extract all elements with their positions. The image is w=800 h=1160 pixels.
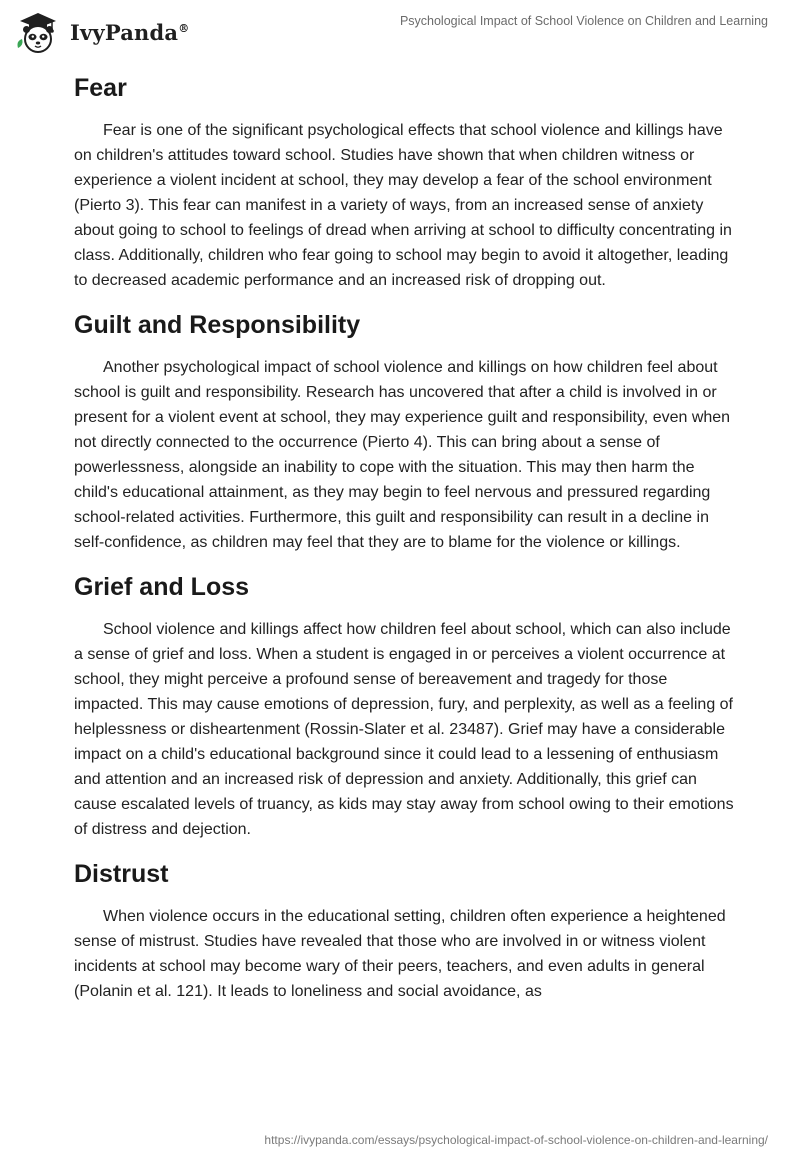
section-fear [74,70,734,293]
source-url-link[interactable]: https://ivypanda.com/essays/psychological-impact-of-school-violence-on-children-and-learning/ [264,1133,768,1147]
brand-logo[interactable] [14,8,189,56]
section-paragraph: Another psychological impact of school violence and killings on how children feel about school is guilt and responsibility. Research has uncovered that after a child is involved in or present for a violent event at school, they may experience guilt and responsibility, even when not directly connected to the occurrence (Pierto 4). This can bring about a sense of powerlessness, alongside an inability to cope with the situation. This may then harm the child's educational attainment, as they may begin to feel nervous and pressured regarding school-related activities. Furthermore, this guilt and responsibility can result in a decline in self-confidence, as children may feel that they are to blame for the violence or killings. [74,359,731,551]
brand-name: IvyPanda® [70,19,190,45]
section-guilt-and-responsibility [74,307,734,555]
document-title: Psychological Impact of School Violence on Children and Learning [399,14,768,28]
section-distrust [74,856,734,1004]
panda-logo-icon [14,8,62,56]
section-paragraph: Fear is one of the significant psychological effects that school violence and killings have on children's attitudes toward school. Studies have shown that when children witness or experience a violent incident at school, they may develop a fear of the school environment (Pierto 3). This fear can manifest in a variety of ways, from an increased sense of anxiety about going to school to feelings of dread when arriving at school to difficulty concentrating in class. Additionally, children who fear going to school may begin to avoid it altogether, leading to decreased academic performance and an increased risk of dropping out. [74,122,732,289]
section-paragraph: When violence occurs in the educational setting, children often experience a heightened sense of mistrust. Studies have revealed that those who are involved in or witness violent incidents at school may become wary of their peers, teachers, and even adults in general (Polanin et al. 121). It leads to loneliness and social avoidance, as [74,908,726,1000]
section-heading: Distrust [74,860,169,888]
section-grief-and-loss [74,569,734,842]
section-heading: Guilt and Responsibility [74,311,361,339]
section-heading: Grief and Loss [74,573,250,601]
section-paragraph: School violence and killings affect how children feel about school, which can also include a sense of grief and loss. When a student is engaged in or perceives a violent occurrence at school, they might perceive a profound sense of bereavement and tragedy for those impacted. This may cause emotions of depression, fury, and perplexity, as well as a feeling of helplessness or disheartenment (Rossin-Slater et al. 23487). Grief may have a considerable impact on a child's educational background since it could lead to a lessening of enthusiasm and attention and an increased risk of depression and anxiety. Additionally, this grief can cause escalated levels of truancy, as kids may stay away from school owing to their emotions of distress and dejection. [74,621,734,838]
essay-body [74,70,734,1018]
section-heading: Fear [74,74,127,102]
page-header [0,0,800,60]
